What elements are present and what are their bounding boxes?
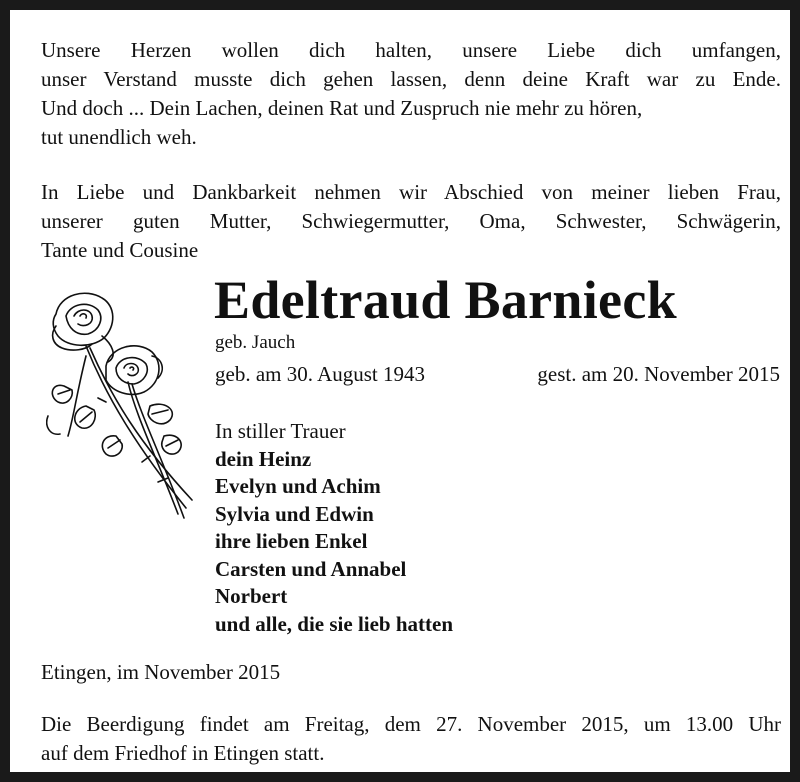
- intro-poem: [41, 36, 781, 152]
- birth-date: geb. am 30. August 1943: [215, 362, 425, 386]
- dedication-line: unserer guten Mutter, Schwiegermutter, Oma, Schwester, Schwägerin,: [41, 209, 781, 233]
- intro-line: unser Verstand musste dich gehen lassen, denn deine Kraft war zu Ende.: [41, 67, 781, 91]
- dedication-line: In Liebe und Dankbarkeit nehmen wir Abschied von meiner lieben Frau,: [41, 180, 781, 204]
- rose-icon: [46, 286, 206, 526]
- mourner-name: ihre lieben Enkel: [215, 529, 368, 553]
- death-date: gest. am 20. November 2015: [537, 362, 780, 386]
- dedication-text: [41, 178, 781, 265]
- intro-line: Unsere Herzen wollen dich halten, unsere Liebe dich umfangen,: [41, 38, 781, 62]
- dedication-line: Tante und Cousine: [41, 238, 199, 262]
- deceased-name: Edeltraud Barnieck: [214, 270, 677, 330]
- funeral-notice: [41, 710, 781, 768]
- intro-line: tut unendlich weh.: [41, 125, 197, 149]
- mourners-intro: In stiller Trauer: [215, 419, 346, 443]
- intro-line: Und doch ... Dein Lachen, deinen Rat und Zuspruch nie mehr zu hören,: [41, 96, 643, 120]
- mourner-name: Carsten und Annabel: [215, 556, 407, 581]
- mourner-name: und alle, die sie lieb hatten: [215, 611, 454, 636]
- mourner-name: Evelyn und Achim: [215, 474, 381, 498]
- funeral-line: auf dem Friedhof in Etingen statt.: [41, 741, 325, 765]
- mourner-name: Norbert: [215, 584, 288, 608]
- funeral-line: Die Beerdigung findet am Freitag, dem 27. November 2015, um 13.00 Uhr: [41, 712, 781, 736]
- place-date: Etingen, im November 2015: [41, 660, 281, 684]
- mourner-name: Sylvia und Edwin: [215, 501, 374, 526]
- maiden-name: geb. Jauch: [215, 332, 296, 353]
- mourner-name: dein Heinz: [215, 446, 312, 471]
- mourners-list: [215, 418, 453, 638]
